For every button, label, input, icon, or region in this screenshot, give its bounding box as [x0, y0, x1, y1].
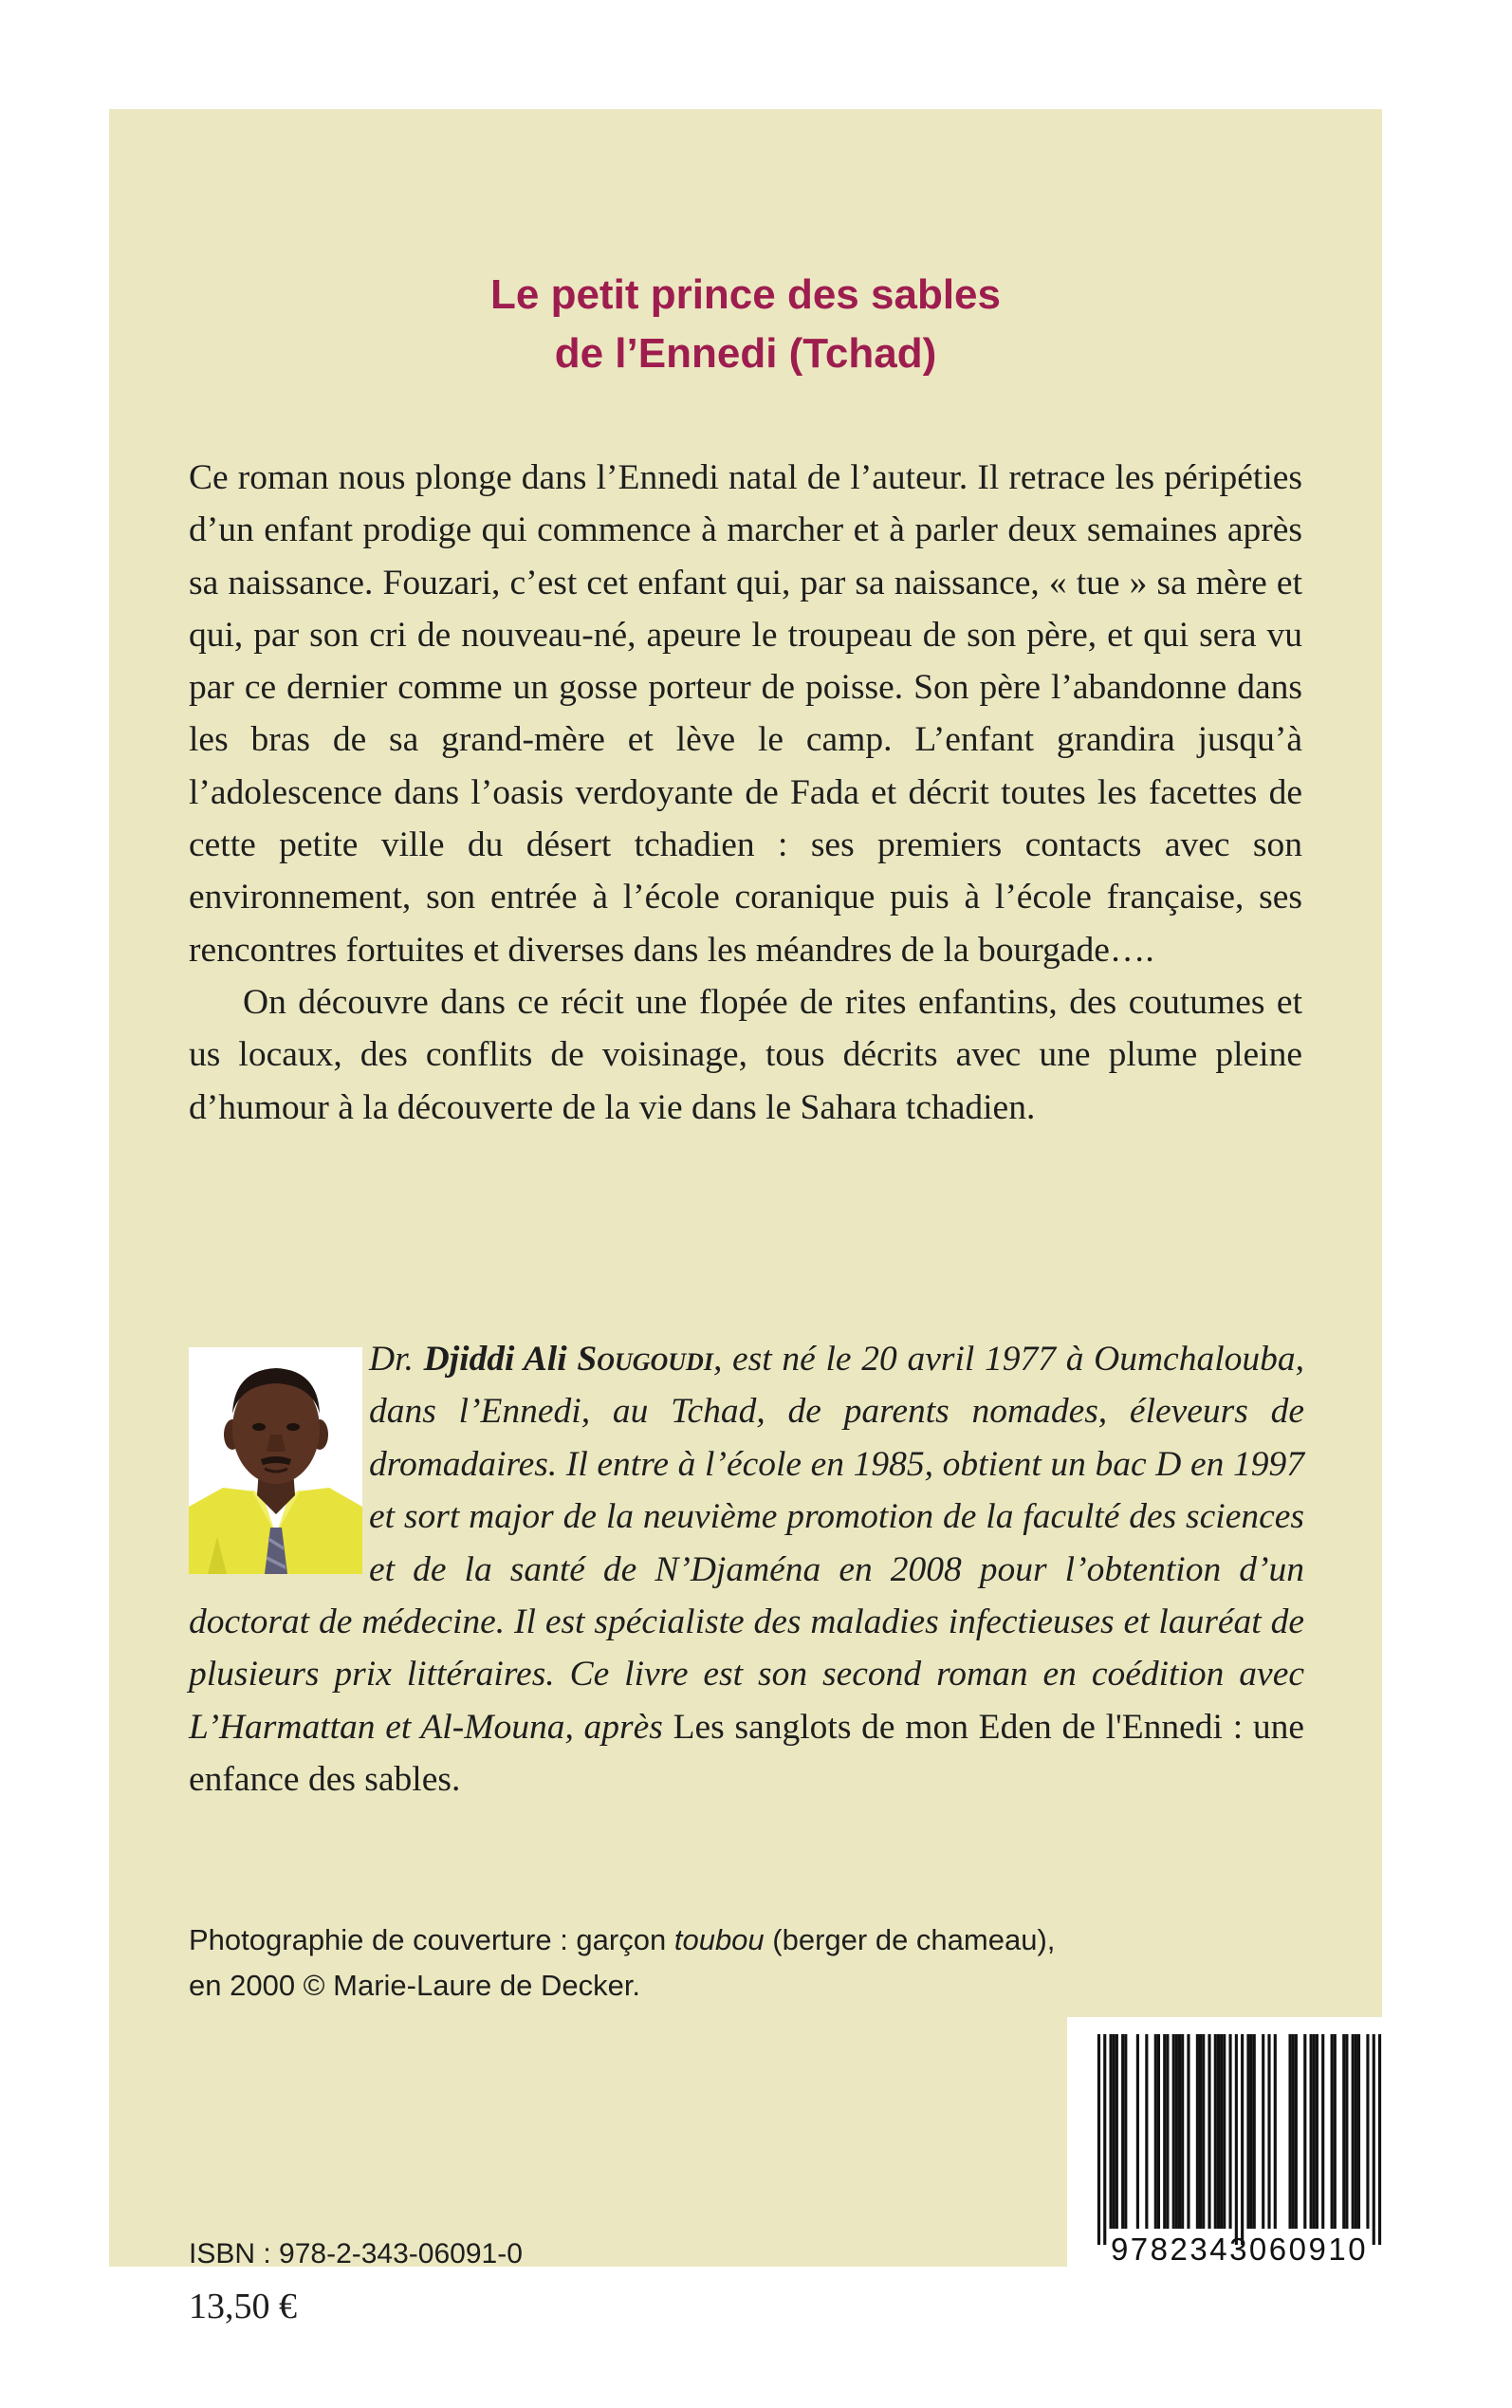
- barcode-bar-45: [1342, 2034, 1345, 2229]
- barcode-bar-28: [1241, 2034, 1244, 2245]
- author-first-names: Djiddi Ali: [423, 1340, 578, 1379]
- credit-italic-word: toubou: [673, 1923, 765, 1956]
- barcode-bar-37: [1295, 2034, 1298, 2229]
- author-prefix: Dr.: [369, 1340, 424, 1379]
- barcode-bar-18: [1196, 2034, 1199, 2229]
- summary-paragraph-1: Ce roman nous plonge dans l’Ennedi natal de l’auteur. Il retrace les péripéties d’un enfant prodige qui commence à marcher et à parler deux semaines après sa naissance. Fouzari, c’est cet enfant qui, par sa naissance, « tue » sa mère et qui, par son cri de nouveau-né, apeure le troupeau de son père, et qui sera vu par ce dernier comme un gosse porteur de poisse. Son père l’abandonne dans les bras de sa grand-mère et lève le camp. L’enfant grandira jusqu’à l’adolescence dans l’oasis verdoyante de Fada et décrit toutes les facettes de cette petite ville du désert tchadien : ses premiers contacts avec son environnement, son entrée à l’école coranique puis à l’école française, ses rencontres fortuites et diverses dans les méandres de la bourgade….: [189, 458, 1302, 970]
- barcode-bar-38: [1303, 2034, 1306, 2229]
- barcode-bar-4: [1116, 2034, 1118, 2229]
- barcode-bar-6: [1124, 2034, 1127, 2229]
- barcode-bar-43: [1331, 2034, 1334, 2229]
- barcode-bar-26: [1228, 2034, 1231, 2229]
- barcode-bar-27: [1235, 2034, 1238, 2245]
- barcode-bar-35: [1288, 2034, 1291, 2229]
- barcode-bar-44: [1334, 2034, 1337, 2229]
- barcode-bar-9: [1154, 2034, 1157, 2229]
- barcode-bar-20: [1202, 2034, 1205, 2229]
- book-summary: [189, 452, 1302, 1134]
- author-bio-text: , est né le 20 avril 1977 à Oumchalouba, dans l’Ennedi, au Tchad, de parents nomades, éleveurs de dromadaires. Il entre à l’école en 1985, obtient un bac D en 1997 et sort major de la neuvième promotion de la faculté des sciences et de la santé de N’Djaména en 2008 pour l’obtention d’un doctorat de médecine. Il est spécialiste des maladies infectieuses et lauréat de plusieurs prix littéraires. Ce livre est son second roman en coédition avec L’Harmattan et Al-Mouna, après: [189, 1340, 1304, 1747]
- barcode-bar-31: [1253, 2034, 1256, 2229]
- barcode-bar-11: [1163, 2034, 1166, 2229]
- credit-end: (berger de chameau), en 2000 © Marie-Laure de Decker.: [189, 1923, 1056, 2002]
- barcode-bar-51: [1373, 2034, 1375, 2245]
- barcode-bar-19: [1199, 2034, 1202, 2229]
- price: 13,50 €: [189, 2287, 297, 2326]
- barcode-bar-49: [1357, 2034, 1360, 2229]
- barcode-digits: 9782343060910: [1110, 2232, 1369, 2267]
- barcode-bar-0: [1097, 2034, 1100, 2245]
- barcode-bar-5: [1121, 2034, 1124, 2229]
- author-biography: [189, 1333, 1304, 1806]
- barcode: [1067, 2017, 1411, 2283]
- barcode-bar-10: [1157, 2034, 1160, 2229]
- barcode-bar-46: [1345, 2034, 1348, 2229]
- summary-paragraph-2: On découvre dans ce récit une flopée de rites enfantins, des coutumes et us locaux, des conflits de voisinage, tous décrits avec une plume pleine d’humour à la découverte de la vie dans le Sahara tchadien.: [189, 982, 1302, 1127]
- cover-photo-credit: [189, 1917, 1061, 2009]
- book-title-line-1: Le petit prince des sables: [490, 271, 1001, 318]
- barcode-bar-22: [1214, 2034, 1217, 2229]
- barcode-bar-29: [1246, 2034, 1249, 2229]
- barcode-bar-16: [1181, 2034, 1184, 2229]
- barcode-bar-50: [1366, 2034, 1369, 2229]
- photo-spacer: [189, 1333, 369, 1595]
- barcode-bar-2: [1109, 2034, 1112, 2229]
- barcode-bar-42: [1321, 2034, 1324, 2229]
- barcode-bar-30: [1250, 2034, 1253, 2229]
- barcode-bar-17: [1187, 2034, 1189, 2229]
- barcode-bar-3: [1113, 2034, 1116, 2229]
- barcode-bar-7: [1136, 2034, 1139, 2229]
- back-cover: [109, 109, 1382, 2326]
- barcode-bar-36: [1292, 2034, 1295, 2229]
- barcode-bar-52: [1378, 2034, 1381, 2245]
- barcode-bar-32: [1262, 2034, 1264, 2229]
- barcode-bar-14: [1175, 2034, 1178, 2229]
- barcode-bar-8: [1145, 2034, 1148, 2229]
- isbn: ISBN : 978-2-343-06091-0: [189, 2238, 523, 2269]
- barcode-bar-13: [1172, 2034, 1175, 2229]
- barcode-bar-48: [1355, 2034, 1357, 2229]
- barcode-bar-1: [1103, 2034, 1106, 2245]
- barcode-bar-34: [1274, 2034, 1277, 2229]
- author-last-name: Sougoudi: [577, 1340, 713, 1379]
- barcode-bar-40: [1313, 2034, 1316, 2229]
- barcode-bar-25: [1223, 2034, 1226, 2229]
- book-title-line-2: de l’Ennedi (Tchad): [554, 330, 937, 377]
- barcode-bar-47: [1352, 2034, 1355, 2229]
- barcode-bar-23: [1217, 2034, 1220, 2229]
- barcode-bar-33: [1267, 2034, 1270, 2229]
- credit-start: Photographie de couverture : garçon: [189, 1923, 674, 1956]
- barcode-bar-21: [1208, 2034, 1210, 2229]
- barcode-bar-12: [1166, 2034, 1169, 2229]
- previous-book-title: Les sanglots de mon Eden de l'Ennedi : une enfance des sables.: [189, 1707, 1304, 1800]
- barcode-bar-15: [1178, 2034, 1181, 2229]
- barcode-bar-39: [1310, 2034, 1313, 2229]
- barcode-bar-24: [1220, 2034, 1223, 2229]
- barcode-bar-41: [1316, 2034, 1318, 2229]
